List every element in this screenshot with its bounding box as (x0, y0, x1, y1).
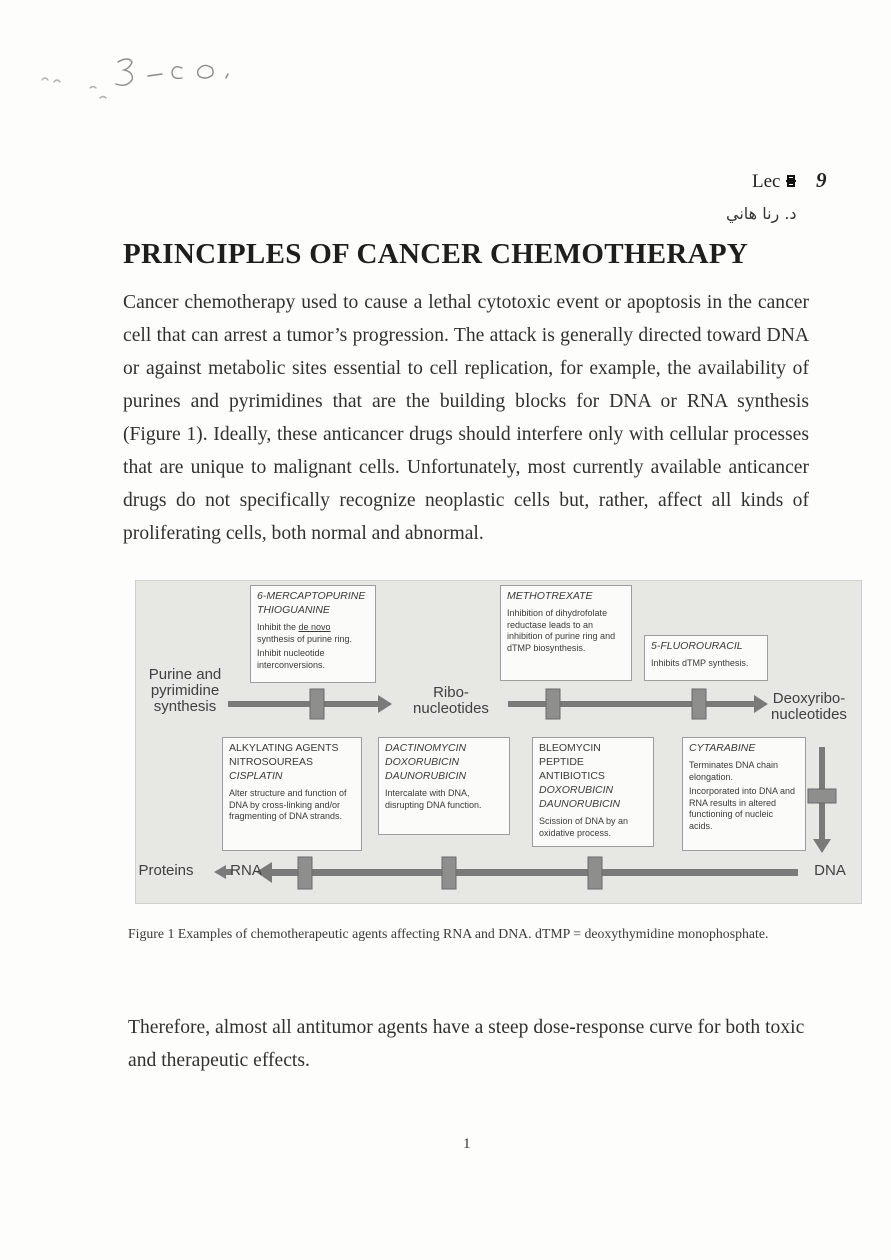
drug-5-fluorouracil: 5-FLUOROURACIL (651, 640, 743, 652)
mechanism-text-part: synthesis of purine ring. (257, 633, 353, 644)
mechanism-text: Intercalate with DNA, disrupting DNA function. (385, 788, 482, 810)
node-dna: DNA (814, 862, 846, 879)
box-dactinomycin (378, 737, 510, 835)
lecture-number: 9 (815, 168, 827, 192)
box-alkylating-agents (222, 737, 362, 851)
mechanism-text: Terminates DNA chain elongation. (689, 760, 779, 782)
drug-doxorubicin: DOXORUBICIN (539, 784, 614, 796)
drug-doxorubicin: DOXORUBICIN (385, 756, 460, 768)
drug-cisplatin: CISPLATIN (229, 770, 283, 782)
drug-dactinomycin: DACTINOMYCIN (385, 742, 467, 754)
node-ribonucleotides: Ribo- nucleotides (413, 684, 489, 717)
node-rna: RNA (230, 862, 262, 879)
drug-methotrexate: METHOTREXATE (507, 590, 593, 602)
arrow-dna-to-rna (256, 857, 798, 889)
drug-cytarabine: CYTARABINE (689, 742, 756, 754)
drug-6-mercaptopurine: 6-MERCAPTOPURINE (257, 590, 366, 602)
handwritten-date-scribble (30, 40, 270, 120)
drug-daunorubicin: DAUNORUBICIN (539, 798, 621, 810)
mechanism-text-underlined: de novo (298, 622, 331, 632)
arrow-ribo-to-deoxy (508, 689, 768, 719)
box-bleomycin (532, 737, 654, 847)
lecture-label: Lec 9 (752, 168, 827, 192)
drug-bleomycin-peptide-antibiotics: BLEOMYCIN PEPTIDE ANTIBIOTICS (539, 742, 605, 782)
node-purine-synthesis: Purine and pyrimidine synthesis (148, 666, 222, 715)
node-deoxyribonucleotides: Deoxyribo- nucleotides (771, 690, 847, 723)
page-number: 1 (463, 1136, 471, 1152)
closing-paragraph: Therefore, almost all antitumor agents have a steep dose-response curve for both toxic and therapeutic effects. (128, 1017, 805, 1071)
page-title: PRINCIPLES OF CANCER CHEMOTHERAPY (123, 238, 749, 270)
mechanism-text: Inhibition of dihydrofolate reductase leads to an inhibition of purine ring and dTMP biosynthesis. (507, 608, 616, 653)
box-mercaptopurine (250, 585, 376, 683)
box-fluorouracil (644, 635, 768, 681)
node-proteins: Proteins (138, 862, 194, 879)
mechanism-text: Scission of DNA by an oxidative process. (539, 816, 629, 838)
arrow-deoxy-to-dna (808, 747, 836, 853)
drug-nitrosoureas: NITROSOUREAS (229, 756, 314, 768)
mechanism-text: Inhibits dTMP synthesis. (651, 658, 749, 668)
arrow-purine-to-ribo (228, 689, 392, 719)
mechanism-text-part: Inhibit the (257, 622, 299, 632)
box-cytarabine (682, 737, 806, 851)
mechanism-text: Inhibit nucleotide interconversions. (257, 648, 326, 670)
intro-paragraph: Cancer chemotherapy used to cause a lethal cytotoxic event or apoptosis in the cancer cell that can arrest a tumor’s progression. The attack is generally directed toward DNA or against metabolic sites essential to cell replication, for example, the availability of purines and pyrimidines that are the building blocks for DNA or RNA synthesis (Figure 1). Ideally, these anticancer drugs should interfere only with cellular processes that are unique to malignant cells. Unfortunately, most currently available anticancer drugs do not specifically recognize neoplastic cells but, rather, affect all kinds of proliferating cells, both normal and abnormal. (123, 292, 809, 544)
mechanism-text: Incorporated into DNA and RNA results in altered functioning of nucleic acids. (689, 786, 796, 831)
author-name: د. رنا هاني (726, 204, 797, 223)
lecture-ink-mark (785, 171, 811, 193)
figure-1 (135, 580, 862, 904)
drug-daunorubicin: DAUNORUBICIN (385, 770, 467, 782)
mechanism-text: Alter structure and function of DNA by cross-linking and/or fragmenting of DNA strands. (229, 788, 347, 821)
drug-thioguanine: THIOGUANINE (257, 604, 330, 616)
drug-alkylating-agents: ALKYLATING AGENTS (229, 742, 339, 754)
figure-caption: Figure 1 Examples of chemotherapeutic agents affecting RNA and DNA. dTMP = deoxythymidine monophosphate. (128, 926, 769, 941)
box-methotrexate (500, 585, 632, 681)
